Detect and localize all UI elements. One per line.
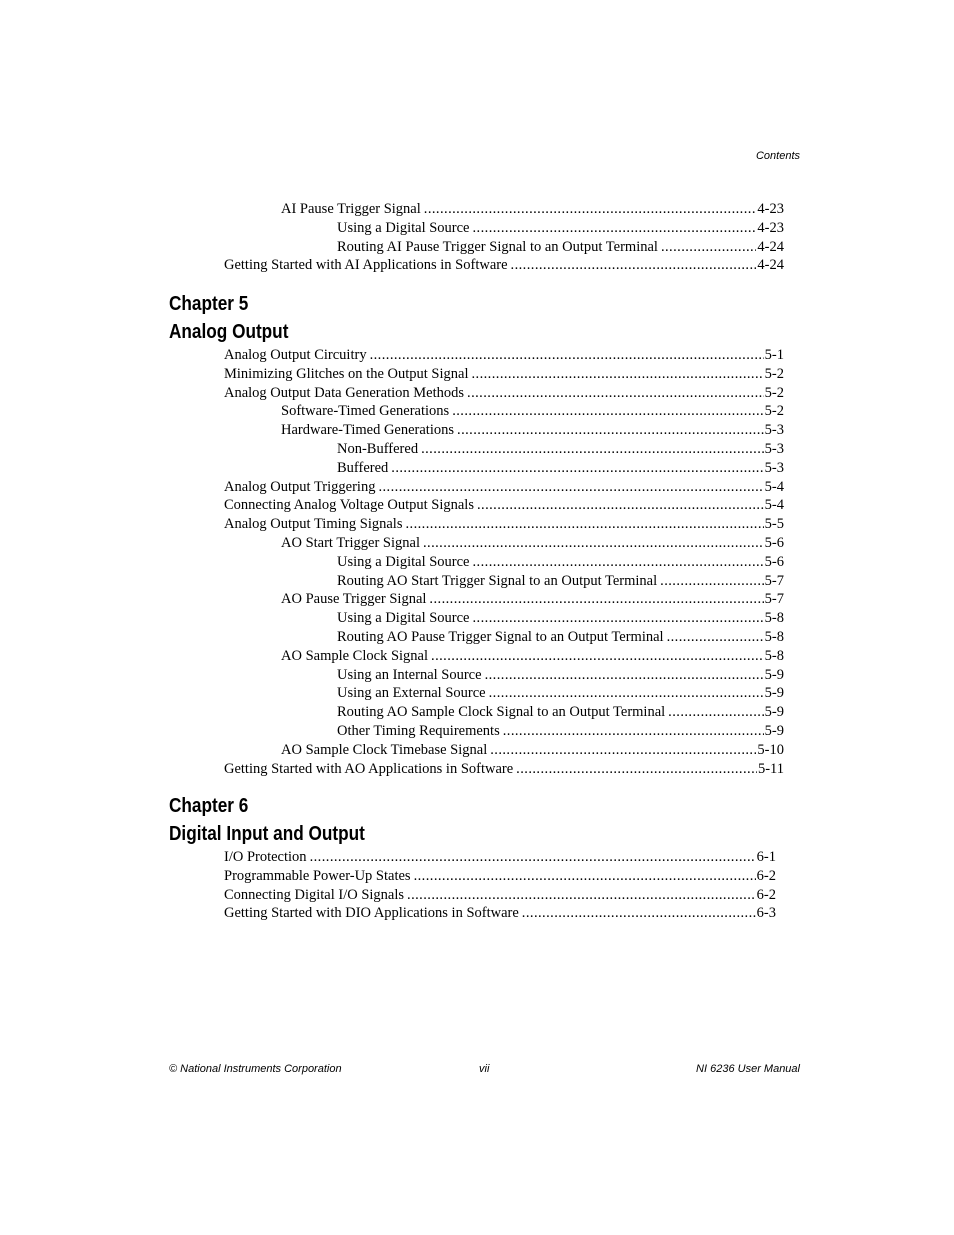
toc-row xyxy=(0,553,954,572)
toc-row xyxy=(0,760,954,779)
toc-page-number: 5-10 xyxy=(757,741,784,758)
toc-entry-title: AO Sample Clock Signal xyxy=(281,647,429,664)
toc-entry[interactable] xyxy=(224,384,784,403)
toc-entry-title: Analog Output Circuitry xyxy=(224,347,367,363)
toc-row xyxy=(0,478,954,497)
toc-entry-title: Connecting Analog Voltage Output Signals xyxy=(224,497,474,514)
toc-row xyxy=(0,572,954,591)
toc-page-number: 4-24 xyxy=(757,257,784,274)
toc-row xyxy=(0,684,954,703)
toc-row xyxy=(0,886,954,905)
toc-page-number: 4-23 xyxy=(757,201,784,217)
toc-entry-title: Connecting Digital I/O Signals xyxy=(224,886,405,903)
toc-entry[interactable] xyxy=(337,238,784,257)
dot-leader xyxy=(667,628,764,647)
toc-entry-title: Hardware-Timed Generations xyxy=(281,422,455,439)
dot-leader xyxy=(473,609,764,628)
toc-entry[interactable] xyxy=(224,496,784,515)
toc-entry-title: Analog Output Data Generation Methods xyxy=(224,384,465,401)
toc-row xyxy=(0,515,954,534)
toc-entry-title: Using an External Source xyxy=(337,685,486,702)
toc-page-number: 5-2 xyxy=(764,384,784,401)
toc-page-number: 6-1 xyxy=(756,849,776,865)
dot-leader xyxy=(429,590,763,609)
toc-entry-title: AO Start Trigger Signal xyxy=(281,534,420,551)
dot-leader xyxy=(467,384,764,403)
toc-entry[interactable] xyxy=(281,534,784,553)
toc-page-number: 5-2 xyxy=(764,403,784,420)
toc-page-number: 6-2 xyxy=(756,886,776,903)
toc-entry[interactable] xyxy=(337,609,784,628)
toc-page-number: 5-5 xyxy=(764,516,784,533)
toc-page-number: 5-8 xyxy=(764,647,784,664)
toc-page-number: 5-1 xyxy=(764,347,784,363)
toc-page-number: 5-3 xyxy=(764,459,784,476)
toc-entry-title: Getting Started with DIO Applications in Software xyxy=(224,905,519,922)
toc-page-number: 5-9 xyxy=(764,722,784,739)
dot-leader xyxy=(457,421,764,440)
toc-row xyxy=(0,256,954,275)
toc-row xyxy=(0,219,954,238)
toc-entry[interactable] xyxy=(224,904,776,923)
toc-continued-section xyxy=(0,200,954,275)
dot-leader xyxy=(471,365,763,384)
toc-entry[interactable] xyxy=(337,684,784,703)
toc-entry[interactable] xyxy=(224,346,784,365)
toc-entry-title: Using a Digital Source xyxy=(337,219,470,236)
toc-entry[interactable] xyxy=(224,760,784,779)
toc-entry-title: AO Pause Trigger Signal xyxy=(281,591,427,608)
chapter-6-number: Chapter 6 xyxy=(169,795,249,817)
toc-entry-title: Non-Buffered xyxy=(337,440,419,457)
toc-entry[interactable] xyxy=(224,867,776,886)
toc-row xyxy=(0,904,954,923)
chapter-5-number: Chapter 5 xyxy=(169,293,249,315)
toc-page-number: 5-11 xyxy=(757,760,784,777)
toc-entry-title: Other Timing Requirements xyxy=(337,722,500,739)
toc-entry[interactable] xyxy=(337,219,784,238)
toc-entry-title: Analog Output Triggering xyxy=(224,478,376,495)
dot-leader xyxy=(473,219,757,238)
toc-row xyxy=(0,200,954,219)
toc-entry[interactable] xyxy=(224,886,776,905)
toc-entry[interactable] xyxy=(337,459,784,478)
dot-leader xyxy=(511,256,757,275)
toc-row xyxy=(0,365,954,384)
footer-copyright: © National Instruments Corporation xyxy=(169,1063,342,1075)
toc-page-number: 5-8 xyxy=(764,610,784,627)
toc-entry[interactable] xyxy=(224,365,784,384)
toc-entry[interactable] xyxy=(337,440,784,459)
toc-entry[interactable] xyxy=(337,628,784,647)
chapter-5-toc xyxy=(0,346,954,778)
toc-entry[interactable] xyxy=(224,515,784,534)
dot-leader xyxy=(477,496,764,515)
dot-leader xyxy=(414,867,756,886)
toc-entry-title: Using an Internal Source xyxy=(337,666,482,683)
dot-leader xyxy=(370,346,764,365)
toc-entry-title: Analog Output Timing Signals xyxy=(224,516,403,533)
toc-row xyxy=(0,741,954,760)
toc-entry[interactable] xyxy=(281,200,784,219)
toc-entry-title: AO Sample Clock Timebase Signal xyxy=(281,741,488,758)
dot-leader xyxy=(424,200,757,219)
toc-entry[interactable] xyxy=(337,722,784,741)
toc-row xyxy=(0,609,954,628)
toc-row xyxy=(0,628,954,647)
toc-row xyxy=(0,647,954,666)
toc-page-number: 5-9 xyxy=(764,666,784,683)
dot-leader xyxy=(522,904,756,923)
toc-entry-title: Using a Digital Source xyxy=(337,610,470,627)
toc-page-number: 5-8 xyxy=(764,628,784,645)
toc-entry-title: Routing AI Pause Trigger Signal to an Output Terminal xyxy=(337,238,658,255)
toc-entry-title: Minimizing Glitches on the Output Signal xyxy=(224,365,469,382)
dot-leader xyxy=(407,886,756,905)
toc-entry-title: Routing AO Pause Trigger Signal to an Output Terminal xyxy=(337,628,664,645)
chapter-6-toc xyxy=(0,848,954,923)
toc-row xyxy=(0,534,954,553)
dot-leader xyxy=(378,478,763,497)
toc-entry[interactable] xyxy=(337,666,784,685)
toc-entry[interactable] xyxy=(281,590,784,609)
toc-page-number: 4-24 xyxy=(757,238,784,255)
toc-entry-title: Programmable Power-Up States xyxy=(224,867,411,884)
dot-leader xyxy=(391,459,763,478)
toc-row xyxy=(0,703,954,722)
toc-row xyxy=(0,590,954,609)
chapter-6-title: Digital Input and Output xyxy=(169,823,365,845)
toc-row xyxy=(0,722,954,741)
toc-entry[interactable] xyxy=(224,256,784,275)
toc-entry[interactable] xyxy=(337,553,784,572)
toc-row xyxy=(0,384,954,403)
toc-entry[interactable] xyxy=(224,848,776,867)
toc-page-number: 6-3 xyxy=(756,905,776,922)
toc-page-number: 5-4 xyxy=(764,478,784,495)
chapter-5-title: Analog Output xyxy=(169,321,289,343)
dot-leader xyxy=(503,722,764,741)
toc-page-number: 5-7 xyxy=(764,572,784,589)
toc-page-number: 5-4 xyxy=(764,497,784,514)
toc-page-number: 5-3 xyxy=(764,440,784,457)
toc-row xyxy=(0,666,954,685)
dot-leader xyxy=(473,553,764,572)
toc-row xyxy=(0,848,954,867)
dot-leader xyxy=(485,666,764,685)
toc-entry[interactable] xyxy=(281,421,784,440)
toc-row xyxy=(0,402,954,421)
toc-page-number: 5-9 xyxy=(764,704,784,721)
dot-leader xyxy=(490,741,756,760)
toc-page-number: 5-3 xyxy=(764,422,784,439)
toc-entry-title: Buffered xyxy=(337,459,389,476)
toc-entry-title: Routing AO Sample Clock Signal to an Output Terminal xyxy=(337,704,666,721)
dot-leader xyxy=(423,534,764,553)
toc-row xyxy=(0,459,954,478)
toc-entry-title: Getting Started with AI Applications in Software xyxy=(224,257,508,274)
toc-row xyxy=(0,440,954,459)
dot-leader xyxy=(310,848,756,867)
toc-entry-title: I/O Protection xyxy=(224,849,307,865)
footer-manual-title: NI 6236 User Manual xyxy=(696,1063,800,1075)
running-head: Contents xyxy=(755,150,800,162)
dot-leader xyxy=(452,402,763,421)
toc-entry-title: AI Pause Trigger Signal xyxy=(281,201,421,217)
toc-page-number: 5-6 xyxy=(764,534,784,551)
footer-page-number: vii xyxy=(479,1063,490,1075)
toc-page-number: 5-7 xyxy=(764,591,784,608)
toc-entry[interactable] xyxy=(337,703,784,722)
toc-row xyxy=(0,867,954,886)
dot-leader xyxy=(661,238,756,257)
toc-entry[interactable] xyxy=(337,572,784,591)
toc-page-number: 6-2 xyxy=(756,867,776,884)
toc-page-number: 4-23 xyxy=(757,219,784,236)
toc-entry-title: Getting Started with AO Applications in Software xyxy=(224,760,514,777)
dot-leader xyxy=(668,703,763,722)
toc-entry-title: Routing AO Start Trigger Signal to an Output Terminal xyxy=(337,572,658,589)
toc-page-number: 5-2 xyxy=(764,365,784,382)
toc-entry[interactable] xyxy=(224,478,784,497)
dot-leader xyxy=(489,684,764,703)
dot-leader xyxy=(405,515,763,534)
dot-leader xyxy=(431,647,764,666)
toc-page-number: 5-9 xyxy=(764,685,784,702)
toc-row xyxy=(0,496,954,515)
toc-entry[interactable] xyxy=(281,741,784,760)
toc-row xyxy=(0,238,954,257)
dot-leader xyxy=(421,440,764,459)
toc-row xyxy=(0,421,954,440)
toc-row xyxy=(0,346,954,365)
toc-entry-title: Using a Digital Source xyxy=(337,553,470,570)
toc-page-number: 5-6 xyxy=(764,553,784,570)
toc-entry[interactable] xyxy=(281,647,784,666)
dot-leader xyxy=(516,760,757,779)
toc-entry-title: Software-Timed Generations xyxy=(281,403,450,420)
toc-entry[interactable] xyxy=(281,402,784,421)
dot-leader xyxy=(660,572,764,591)
